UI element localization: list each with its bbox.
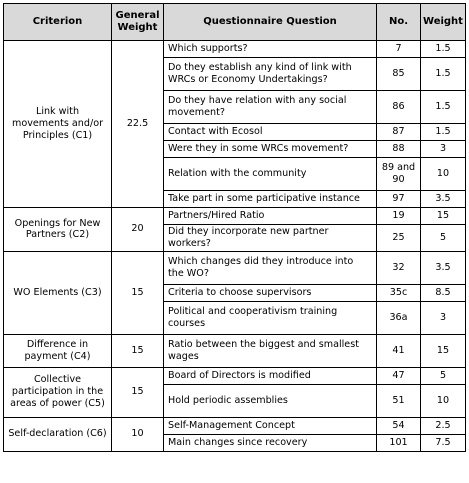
- table-row: [4, 41, 466, 58]
- question-cell: Hold periodic assemblies: [164, 384, 377, 417]
- question-cell: Take part in some participative instance: [164, 191, 377, 208]
- weight-cell: 3: [421, 301, 466, 334]
- criterion-cell: Link with movements and/or Principles (C1): [4, 41, 112, 208]
- question-cell: Contact with Ecosol: [164, 124, 377, 141]
- weight-cell: 10: [421, 384, 466, 417]
- question-cell: Main changes since recovery: [164, 434, 377, 451]
- question-cell: Were they in some WRCs movement?: [164, 141, 377, 158]
- question-cell: Which supports?: [164, 41, 377, 58]
- number-cell: 54: [377, 417, 421, 434]
- general-weight-cell: 10: [112, 417, 164, 451]
- general-weight-cell: 20: [112, 208, 164, 252]
- header-weight: Weight: [421, 4, 466, 41]
- number-cell: 19: [377, 208, 421, 225]
- table-row: [4, 417, 466, 434]
- table-row: [4, 208, 466, 225]
- number-cell: 51: [377, 384, 421, 417]
- question-cell: Self-Management Concept: [164, 417, 377, 434]
- number-cell: 88: [377, 141, 421, 158]
- weight-cell: 2.5: [421, 417, 466, 434]
- weight-cell: 8.5: [421, 284, 466, 301]
- question-cell: Partners/Hired Ratio: [164, 208, 377, 225]
- number-cell: 35c: [377, 284, 421, 301]
- number-cell: 89 and 90: [377, 158, 421, 191]
- question-cell: Criteria to choose supervisors: [164, 284, 377, 301]
- number-cell: 101: [377, 434, 421, 451]
- weight-cell: 3.5: [421, 191, 466, 208]
- general-weight-cell: 15: [112, 367, 164, 417]
- number-cell: 36a: [377, 301, 421, 334]
- table-row: [4, 251, 466, 284]
- question-cell: Board of Directors is modified: [164, 367, 377, 384]
- question-cell: Which changes did they introduce into the WO?: [164, 251, 377, 284]
- question-cell: Relation with the community: [164, 158, 377, 191]
- number-cell: 85: [377, 58, 421, 91]
- weight-cell: 15: [421, 208, 466, 225]
- header-general-weight: General Weight: [112, 4, 164, 41]
- criterion-cell: Collective participation in the areas of power (C5): [4, 367, 112, 417]
- weight-cell: 10: [421, 158, 466, 191]
- number-cell: 47: [377, 367, 421, 384]
- general-weight-cell: 15: [112, 251, 164, 334]
- weight-cell: 1.5: [421, 124, 466, 141]
- weight-cell: 1.5: [421, 58, 466, 91]
- question-cell: Did they incorporate new partner workers?: [164, 225, 377, 252]
- criterion-cell: WO Elements (C3): [4, 251, 112, 334]
- weight-cell: 7.5: [421, 434, 466, 451]
- general-weight-cell: 15: [112, 334, 164, 367]
- general-weight-cell: 22.5: [112, 41, 164, 208]
- header-row: [4, 4, 466, 41]
- criteria-table-container: [3, 3, 465, 452]
- weight-cell: 1.5: [421, 41, 466, 58]
- header-criterion: Criterion: [4, 4, 112, 41]
- criterion-cell: Difference in payment (C4): [4, 334, 112, 367]
- number-cell: 86: [377, 91, 421, 124]
- number-cell: 7: [377, 41, 421, 58]
- weight-cell: 5: [421, 225, 466, 252]
- question-cell: Do they have relation with any social movement?: [164, 91, 377, 124]
- weight-cell: 1.5: [421, 91, 466, 124]
- number-cell: 87: [377, 124, 421, 141]
- table-row: [4, 367, 466, 384]
- criteria-table: [3, 3, 466, 452]
- weight-cell: 15: [421, 334, 466, 367]
- number-cell: 97: [377, 191, 421, 208]
- number-cell: 41: [377, 334, 421, 367]
- header-question: Questionnaire Question: [164, 4, 377, 41]
- weight-cell: 3: [421, 141, 466, 158]
- number-cell: 32: [377, 251, 421, 284]
- criterion-cell: Openings for New Partners (C2): [4, 208, 112, 252]
- question-cell: Do they establish any kind of link with WRCs or Economy Undertakings?: [164, 58, 377, 91]
- question-cell: Political and cooperativism training courses: [164, 301, 377, 334]
- number-cell: 25: [377, 225, 421, 252]
- table-row: [4, 334, 466, 367]
- weight-cell: 5: [421, 367, 466, 384]
- header-no: No.: [377, 4, 421, 41]
- question-cell: Ratio between the biggest and smallest wages: [164, 334, 377, 367]
- criterion-cell: Self-declaration (C6): [4, 417, 112, 451]
- weight-cell: 3.5: [421, 251, 466, 284]
